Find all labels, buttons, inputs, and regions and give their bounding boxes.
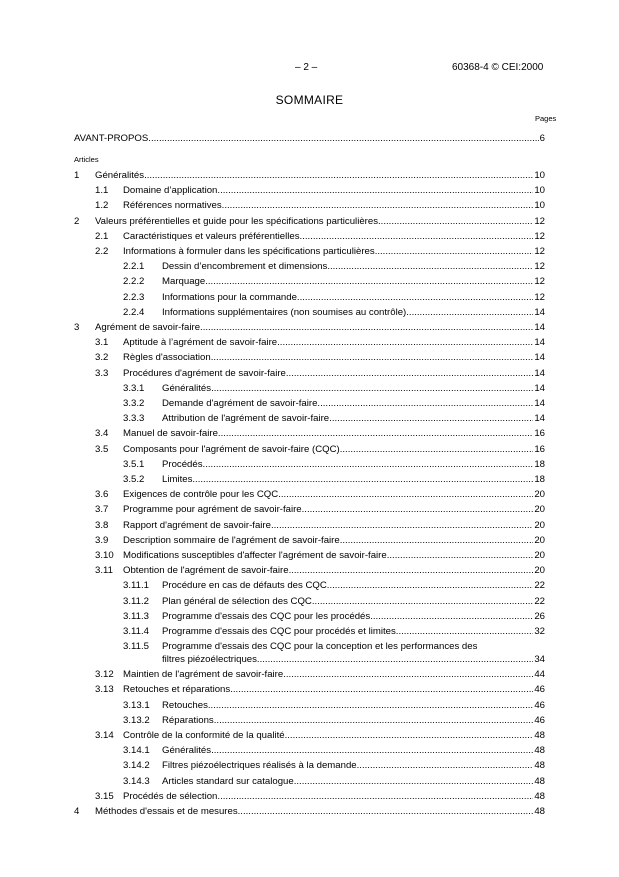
toc-entry-line — [162, 652, 545, 667]
toc-entry-number: 3 — [74, 322, 80, 333]
toc-entry[interactable] — [0, 472, 619, 487]
leader-dots — [289, 563, 534, 578]
toc-entry-line — [123, 502, 545, 517]
toc-entry-text: Programme d'essais des CQC pour les procédés — [162, 610, 371, 622]
toc-entry-page: 48 — [534, 760, 545, 772]
toc-entry-page: 20 — [534, 550, 545, 561]
toc-entry-line — [162, 411, 545, 426]
toc-entry-line — [162, 381, 545, 396]
toc-entry[interactable] — [0, 350, 619, 365]
toc-entry-page: 14 — [534, 367, 545, 379]
toc-entry-number: 3.7 — [95, 504, 109, 516]
toc-entry-text: Retouches — [162, 699, 208, 711]
toc-entry-line — [123, 442, 545, 457]
toc-entry-page: 48 — [534, 790, 545, 802]
leader-dots — [214, 713, 534, 728]
toc-entry-text: Généralités — [162, 745, 212, 757]
toc-entry-line — [123, 426, 545, 441]
toc-entry-page: 18 — [534, 458, 545, 470]
pages-column-label: Pages — [535, 114, 557, 123]
leader-dots — [297, 290, 533, 305]
toc-entry[interactable] — [0, 682, 619, 697]
toc-entry-number: 2.1 — [95, 230, 109, 242]
toc-entry-line — [123, 183, 545, 198]
toc-entry-text: Attribution de l'agrément de savoir-faire — [162, 413, 330, 425]
toc-entry-text: Généralités — [95, 170, 145, 181]
toc-entry-number: 3.3.2 — [123, 398, 145, 409]
toc-entry[interactable] — [0, 335, 619, 350]
leader-dots — [148, 131, 538, 146]
toc-entry-page: 32 — [534, 626, 545, 637]
toc-entry-number: 2.2.1 — [123, 261, 145, 273]
toc-entry[interactable] — [0, 667, 619, 682]
toc-entry-number: 3.6 — [95, 489, 109, 501]
toc-entry[interactable] — [0, 594, 619, 609]
toc-entry[interactable] — [0, 274, 619, 289]
toc-entry-line — [162, 743, 545, 758]
toc-entry-line — [123, 350, 545, 365]
toc-entry-text: Exigences de contrôle pour les CQC — [123, 489, 279, 501]
page-number: – 2 – — [295, 62, 318, 73]
toc-entry-text: Valeurs préférentielles et guide pour les spécifications particulières — [95, 215, 378, 227]
toc-entry-foreword[interactable] — [0, 131, 619, 146]
toc-entry-page: 22 — [534, 595, 545, 607]
toc-entry-line — [123, 682, 545, 697]
toc-entry-line — [95, 168, 545, 183]
toc-entry[interactable] — [0, 609, 619, 624]
toc-entry-line — [162, 698, 545, 713]
toc-entry-number: 3.15 — [95, 790, 114, 802]
toc-entry-page: 14 — [534, 306, 545, 318]
toc-entry-number: 3.1 — [95, 337, 109, 349]
toc-entry[interactable] — [0, 381, 619, 396]
toc-entry-number: 3.14 — [95, 730, 114, 741]
toc-entry-line — [162, 578, 545, 593]
toc-entry-page: 26 — [534, 610, 545, 622]
standard-reference: 60368-4 © CEI:2000 — [452, 62, 544, 73]
toc-entry[interactable] — [0, 578, 619, 593]
toc-entry-text: Réparations — [162, 714, 214, 726]
toc-entry-number: 1 — [74, 170, 80, 181]
toc-entry[interactable] — [0, 457, 619, 472]
leader-dots — [200, 320, 533, 335]
leader-dots — [192, 472, 533, 487]
leader-dots — [375, 244, 534, 259]
toc-entry-text: Méthodes d'essais et de mesures — [95, 806, 238, 817]
leader-dots — [317, 396, 533, 411]
toc-entry-page: 22 — [534, 580, 545, 592]
toc-entry-page: 48 — [534, 745, 545, 757]
leader-dots — [286, 366, 533, 381]
toc-entry-number: 3.5.2 — [123, 474, 145, 485]
toc-entry[interactable] — [0, 639, 619, 667]
toc-entry-number: 3.11.3 — [123, 610, 149, 622]
toc-entry-line — [162, 472, 545, 487]
toc-entry-line — [123, 548, 545, 563]
leader-dots — [222, 198, 534, 213]
leader-dots — [257, 652, 533, 667]
toc-entry-text: Règles d'association — [123, 352, 211, 364]
toc-entry-text: Programme d'essais des CQC pour procédés et limites — [162, 626, 396, 637]
toc-entry-text: AVANT-PROPOS — [74, 133, 149, 144]
articles-label: Articles — [74, 155, 99, 164]
toc-entry[interactable] — [0, 758, 619, 773]
leader-dots — [294, 774, 534, 789]
toc-entry-number: 3.11 — [95, 565, 113, 577]
toc-entry-line — [162, 396, 545, 411]
toc-entry-number: 3.2 — [95, 352, 109, 364]
toc-entry-text: Informations pour la commande — [162, 291, 297, 303]
leader-dots — [302, 502, 534, 517]
toc-entry[interactable] — [0, 698, 619, 713]
toc-entry-line — [162, 594, 545, 609]
toc-entry-page: 6 — [539, 133, 545, 144]
leader-dots — [277, 335, 533, 350]
toc-entry-number: 3.5.1 — [123, 458, 145, 470]
leader-dots — [278, 487, 533, 502]
toc-entry-number: 3.3.1 — [123, 382, 145, 394]
toc-entry-text: Dessin d’encombrement et dimensions — [162, 261, 328, 273]
toc-entry-line — [162, 457, 545, 472]
toc-entry[interactable] — [0, 229, 619, 244]
toc-entry-text: Procédure en cas de défauts des CQC — [162, 580, 327, 592]
toc-entry[interactable] — [0, 533, 619, 548]
toc-entry-line — [162, 713, 545, 728]
toc-entry[interactable] — [0, 366, 619, 381]
toc-entry-page: 14 — [534, 352, 545, 364]
toc-entry-page: 14 — [534, 322, 545, 333]
toc-entry-line — [123, 563, 545, 578]
toc-entry-line — [162, 274, 545, 289]
toc-entry-number: 3.14.1 — [123, 745, 150, 757]
toc-entry-number: 3.14.3 — [123, 775, 150, 787]
toc-entry-line — [162, 624, 545, 639]
toc-entry[interactable] — [0, 442, 619, 457]
toc-entry-line — [123, 244, 545, 259]
toc-entry-page: 46 — [534, 684, 545, 696]
toc-entry-text: Obtention de l'agrément de savoir-faire — [123, 565, 289, 577]
toc-entry-text-line1: Programme d'essais des CQC pour la conception et les performances des — [162, 641, 478, 653]
toc-entry-text: Procédures d'agrément de savoir-faire — [123, 367, 286, 379]
toc-entry-number: 1.1 — [95, 185, 109, 197]
toc-entry-line — [123, 229, 545, 244]
leader-dots — [370, 609, 533, 624]
toc-entry-text: Domaine d’application — [123, 185, 218, 197]
toc-entry[interactable] — [0, 305, 619, 320]
leader-dots — [327, 578, 534, 593]
toc-entry-page: 14 — [534, 413, 545, 425]
leader-dots — [387, 548, 534, 563]
toc-entry-number: 2.2.2 — [123, 276, 145, 288]
toc-entry-page: 16 — [534, 443, 545, 455]
toc-entry-text: Informations à formuler dans les spécifications particulières — [123, 246, 375, 257]
toc-entry-page: 16 — [534, 428, 545, 440]
leader-dots — [327, 259, 533, 274]
toc-entry-line — [95, 320, 545, 335]
toc-entry-number: 3.11.4 — [123, 626, 149, 637]
leader-dots — [329, 411, 533, 426]
leader-dots — [211, 381, 533, 396]
toc-entry-text: Demande d'agrément de savoir-faire — [162, 398, 318, 409]
toc-entry-line — [162, 609, 545, 624]
leader-dots — [144, 168, 533, 183]
toc-entry[interactable] — [0, 198, 619, 213]
toc-entry[interactable] — [0, 168, 619, 183]
toc-entry-text: Filtres piézoélectriques réalisés à la demande — [162, 760, 357, 772]
toc-entry-page: 18 — [534, 474, 545, 485]
toc-entry-line — [123, 198, 545, 213]
toc-entry-page: 20 — [534, 489, 545, 501]
leader-dots — [217, 789, 533, 804]
toc-entry[interactable] — [0, 804, 619, 819]
toc-entry-number: 3.5 — [95, 443, 109, 455]
leader-dots — [340, 442, 534, 457]
toc-entry-page: 20 — [534, 504, 545, 516]
toc-entry-number: 2.2 — [95, 246, 109, 257]
toc-entry-text: Modifications susceptibles d'affecter l'agrément de savoir-faire — [123, 550, 387, 561]
toc-entry[interactable] — [0, 396, 619, 411]
leader-dots — [211, 350, 534, 365]
toc-entry[interactable] — [0, 789, 619, 804]
toc-entry-page: 12 — [534, 261, 545, 273]
toc-entry-text: Articles standard sur catalogue — [162, 775, 294, 787]
toc-entry-page: 48 — [534, 775, 545, 787]
toc-entry[interactable] — [0, 774, 619, 789]
toc-entry-page: 14 — [534, 398, 545, 409]
page-title: SOMMAIRE — [275, 93, 344, 107]
toc-entry[interactable] — [0, 502, 619, 517]
toc-entry-text: filtres piézoélectriques — [162, 654, 257, 666]
toc-entry[interactable] — [0, 214, 619, 229]
toc-entry-text: Généralités — [162, 382, 212, 394]
leader-dots — [217, 183, 533, 198]
toc-entry-page: 12 — [534, 276, 545, 288]
leader-dots — [208, 698, 533, 713]
toc-entry-line — [123, 335, 545, 350]
toc-entry[interactable] — [0, 728, 619, 743]
toc-entry-number: 3.8 — [95, 519, 109, 531]
toc-entry-page: 48 — [534, 730, 545, 741]
toc-entry[interactable] — [0, 743, 619, 758]
toc-entry-number: 3.11.5 — [123, 641, 149, 653]
toc-entry-text: Manuel de savoir-faire — [123, 428, 218, 440]
toc-entry-page: 10 — [534, 200, 545, 212]
leader-dots — [283, 667, 533, 682]
leader-dots — [406, 305, 533, 320]
leader-dots — [285, 728, 534, 743]
leader-dots — [211, 743, 533, 758]
toc-entry-number: 3.12 — [95, 669, 114, 681]
toc-entry-number: 2.2.3 — [123, 291, 145, 303]
toc-entry-page: 14 — [534, 337, 545, 349]
leader-dots — [203, 457, 534, 472]
toc-entry-line — [162, 758, 545, 773]
toc-entry-text: Aptitude à l’agrément de savoir-faire — [123, 337, 278, 349]
toc-entry-page: 20 — [534, 534, 545, 546]
toc-entry-line — [123, 366, 545, 381]
leader-dots — [271, 518, 533, 533]
toc-entry-page: 12 — [534, 246, 545, 257]
toc-entry-page: 46 — [534, 699, 545, 711]
toc-entry-page: 20 — [534, 519, 545, 531]
toc-entry-page: 12 — [534, 230, 545, 242]
leader-dots — [218, 426, 533, 441]
toc-entry[interactable] — [0, 624, 619, 639]
toc-entry-line — [95, 804, 545, 819]
toc-entry-page: 20 — [534, 565, 545, 577]
toc-entry-text: Retouches et réparations — [123, 684, 231, 696]
toc-entry-text: Procédés de sélection — [123, 790, 218, 802]
toc-entry-line — [123, 533, 545, 548]
leader-dots — [340, 533, 534, 548]
toc-entry-page: 12 — [534, 215, 545, 227]
toc-entry[interactable] — [0, 548, 619, 563]
toc-entry-number: 3.13.1 — [123, 699, 150, 711]
toc-entry-number: 3.11.1 — [123, 580, 149, 592]
toc-entry-line — [162, 259, 545, 274]
toc-entry-text: Composants pour l'agrément de savoir-faire (CQC) — [123, 443, 340, 455]
toc-entry[interactable] — [0, 487, 619, 502]
toc-entry-page: 12 — [534, 291, 545, 303]
leader-dots — [238, 804, 534, 819]
toc-entry[interactable] — [0, 183, 619, 198]
toc-entry-text: Marquage — [162, 276, 206, 288]
leader-dots — [230, 682, 533, 697]
toc-entry-number: 3.4 — [95, 428, 109, 440]
toc-entry-number: 3.10 — [95, 550, 114, 561]
toc-entry-page: 10 — [534, 170, 545, 181]
toc-entry-number: 3.3.3 — [123, 413, 145, 425]
toc-entry-number: 2.2.4 — [123, 306, 145, 318]
toc-entry-number: 3.11.2 — [123, 595, 149, 607]
leader-dots — [300, 229, 534, 244]
toc-entry[interactable] — [0, 259, 619, 274]
toc-entry-text: Limites — [162, 474, 193, 485]
toc-entry-number: 3.3 — [95, 367, 109, 379]
toc-entry-text: Maintien de l'agrément de savoir-faire — [123, 669, 284, 681]
toc-entry-line — [123, 789, 545, 804]
toc-entry-page: 10 — [534, 185, 545, 197]
toc-entry-text: Informations supplémentaires (non soumises au contrôle) — [162, 306, 407, 318]
toc-entry-number: 3.9 — [95, 534, 109, 546]
toc-entry[interactable] — [0, 411, 619, 426]
toc-entry-text: Contrôle de la conformité de la qualité — [123, 730, 285, 741]
toc-entry-text: Plan général de sélection des CQC — [162, 595, 312, 607]
toc-entry-number: 2 — [74, 215, 80, 227]
toc-entry[interactable] — [0, 713, 619, 728]
leader-dots — [205, 274, 533, 289]
toc-entry-number: 3.14.2 — [123, 760, 150, 772]
leader-dots — [396, 624, 534, 639]
toc-entry[interactable] — [0, 563, 619, 578]
toc-entry-number: 3.13.2 — [123, 714, 150, 726]
toc-entry-page: 14 — [534, 382, 545, 394]
toc-entry-page: 46 — [534, 714, 545, 726]
toc-entry-line — [123, 487, 545, 502]
toc-entry-text: Caractéristiques et valeurs préférentielles — [123, 230, 300, 242]
toc-entry-line — [162, 305, 545, 320]
toc-entry-text: Agrément de savoir-faire — [95, 322, 201, 333]
toc-entry[interactable] — [0, 244, 619, 259]
toc-entry-text: Rapport d'agrément de savoir-faire — [123, 519, 271, 531]
toc-entry-number: 1.2 — [95, 200, 109, 212]
toc-entry-line — [162, 774, 545, 789]
toc-entry-text: Procédés — [162, 458, 203, 470]
leader-dots — [312, 594, 533, 609]
toc-entry-page: 44 — [534, 669, 545, 681]
toc-entry-text: Programme pour agrément de savoir-faire — [123, 504, 302, 516]
toc-entry-line — [123, 728, 545, 743]
toc-entry-line — [123, 518, 545, 533]
toc-entry-line — [162, 290, 545, 305]
toc-entry-number: 3.13 — [95, 684, 114, 696]
toc-entry[interactable] — [0, 518, 619, 533]
toc-entry-line — [95, 214, 545, 229]
toc-entry-page: 34 — [534, 654, 545, 666]
toc-entry-line — [123, 667, 545, 682]
toc-entry-number: 4 — [74, 806, 80, 817]
toc-entry-text: Références normatives — [123, 200, 222, 212]
toc-entry-page: 48 — [534, 806, 545, 817]
leader-dots — [357, 758, 534, 773]
toc-entry[interactable] — [0, 290, 619, 305]
leader-dots — [378, 214, 533, 229]
toc-entry-text: Description sommaire de l'agrément de savoir-faire — [123, 534, 340, 546]
toc-entry[interactable] — [0, 426, 619, 441]
toc-entry[interactable] — [0, 320, 619, 335]
